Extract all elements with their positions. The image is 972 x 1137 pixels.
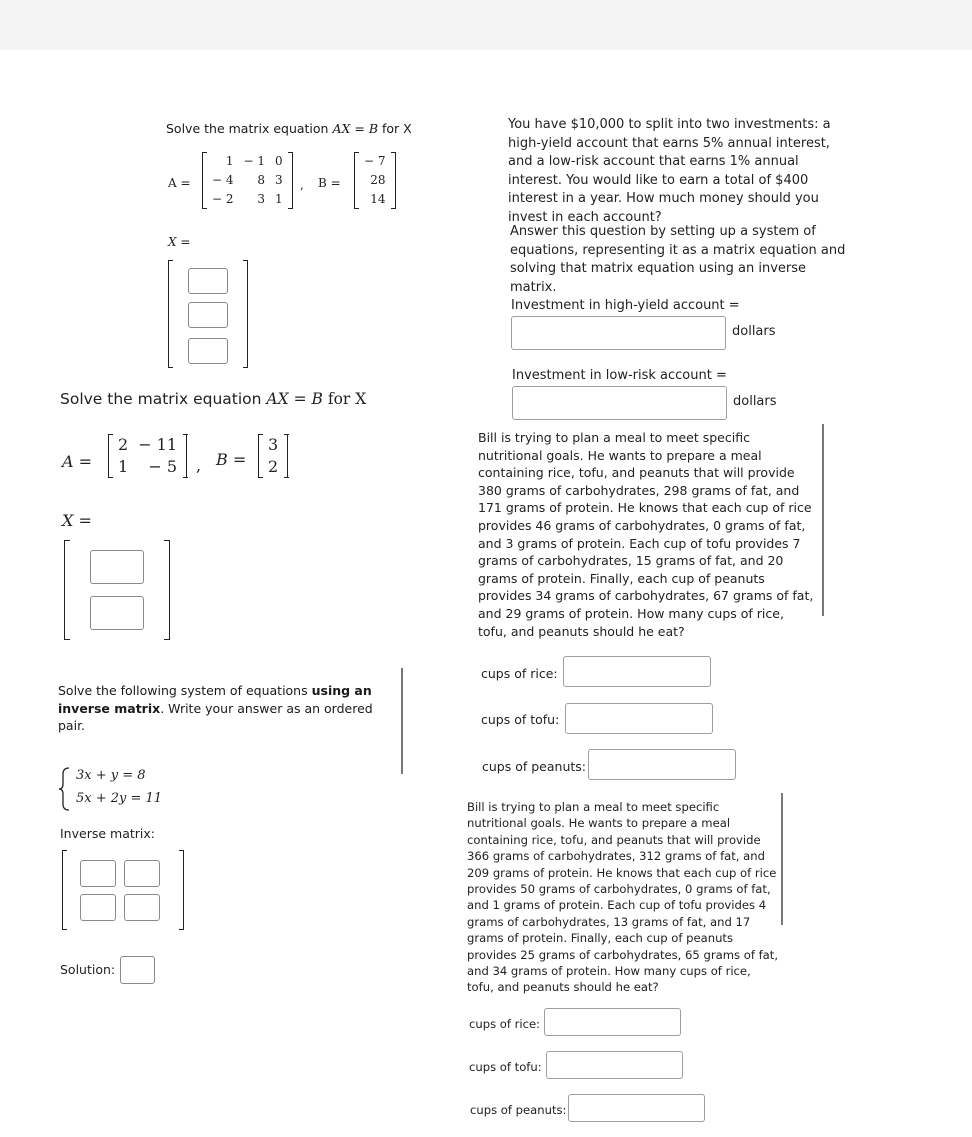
matrix-row <box>207 171 288 190</box>
rice-label: cups of rice: <box>469 1017 541 1031</box>
matrix-cell: 0 <box>275 154 283 168</box>
matrix-a <box>202 152 293 209</box>
left-bracket <box>64 540 70 640</box>
tofu-label: cups of tofu: <box>481 712 560 727</box>
prompt-text: Solve the matrix equation <box>60 390 262 408</box>
matrix-row <box>359 190 391 209</box>
peanuts-label: cups of peanuts: <box>482 759 586 774</box>
low-risk-input[interactable] <box>512 386 727 420</box>
rice-input[interactable] <box>563 656 711 687</box>
prompt-tail: . Write your answer as an ordered pair. <box>58 700 373 733</box>
divider-line <box>822 424 824 616</box>
peanuts-label: cups of peanuts: <box>470 1103 567 1117</box>
matrix-row <box>207 152 288 171</box>
problem-text: Bill is trying to plan a meal to meet specific nutritional goals. He wants to prepare a meal containing rice, tofu, and peanuts that will provide 380 grams of carbohydrates, 298 grams of fat, and 171 grams of protein. He knows that each cup of rice provides 46 grams of carbohydrates, 0 grams of fat, and 3 grams of protein. Each cup of tofu provides 7 grams of carbohydrates, 15 grams of fat, and 20 grams of protein. Finally, each cup of peanuts provides 34 grams of carbohydrates, 67 grams of fat, and 29 grams of protein. How many cups of rice, tofu, and peanuts should he eat? <box>478 430 814 639</box>
solution-input[interactable] <box>120 956 155 984</box>
prompt-tail: for X <box>327 390 367 408</box>
inverse-input-21[interactable] <box>80 894 116 921</box>
problem-text: You have $10,000 to split into two investments: a high-yield account that earns 5% annual interest, and a low-risk account that earns 1% annual interest. You would like to earn a total of $400 interest in a year. How much money should you invest in each account? <box>508 117 831 225</box>
inverse-input-22[interactable] <box>124 894 160 921</box>
matrix-cell: − 1 <box>243 154 266 168</box>
meal-problem-1 <box>470 424 830 784</box>
matrix-cell: 3 <box>268 435 279 454</box>
tofu-input[interactable] <box>565 703 713 734</box>
left-brace-icon <box>58 766 72 812</box>
left-bracket <box>168 260 173 368</box>
matrix-cell: 2 <box>118 435 129 454</box>
answer-matrix <box>64 540 170 640</box>
inverse-matrix-label: Inverse matrix: <box>60 826 155 841</box>
matrix-b-label: B = <box>318 176 341 190</box>
inverse-input-12[interactable] <box>124 860 160 887</box>
comma: , <box>196 456 202 475</box>
matrix-b-label: B = <box>216 450 247 469</box>
matrix-a-label: A = <box>168 176 191 190</box>
matrix-row <box>263 434 283 456</box>
answer-matrix <box>168 260 248 368</box>
inverse-input-11[interactable] <box>80 860 116 887</box>
matrix-cell: 1 <box>275 192 283 206</box>
answer-input-x1[interactable] <box>188 268 228 294</box>
right-bracket <box>179 850 184 930</box>
matrix-cell: 1 <box>118 457 129 476</box>
matrix-b <box>258 434 288 478</box>
answer-input-x1[interactable] <box>90 550 144 584</box>
matrix-cell: − 11 <box>138 435 178 454</box>
solution-label: Solution: <box>60 962 116 977</box>
low-risk-label: Investment in low-risk account = <box>512 368 727 383</box>
meal-problem-2 <box>460 796 790 1132</box>
divider-line <box>781 793 783 925</box>
x-label: X = <box>62 511 92 530</box>
x-label: X = <box>168 235 191 249</box>
problem-prompt <box>58 682 378 735</box>
rice-input[interactable] <box>544 1008 681 1036</box>
matrix-cell: 1 <box>225 154 234 168</box>
matrix-problem-3x3 <box>150 108 450 378</box>
equation-system <box>58 766 208 812</box>
matrix-cell: 14 <box>370 192 386 206</box>
equation: AX = B <box>266 390 323 408</box>
matrix-a <box>108 434 187 478</box>
high-yield-input[interactable] <box>511 316 726 350</box>
prompt-bold: using an inverse matrix <box>58 683 372 716</box>
answer-input-x3[interactable] <box>188 338 228 364</box>
right-bracket <box>164 540 170 640</box>
tofu-input[interactable] <box>546 1051 683 1079</box>
inverse-matrix-problem <box>40 668 410 998</box>
matrix-cell: − 2 <box>212 192 234 206</box>
equation: AX = B <box>332 121 379 136</box>
matrix-cell: − 4 <box>212 173 234 187</box>
matrix-cell: 28 <box>370 173 386 187</box>
matrix-row <box>207 190 288 209</box>
top-bar <box>0 0 972 50</box>
problem-prompt <box>60 390 366 408</box>
answer-input-x2[interactable] <box>188 302 228 328</box>
peanuts-input[interactable] <box>568 1094 705 1122</box>
problem-prompt <box>166 120 412 138</box>
low-risk-unit: dollars <box>733 394 777 409</box>
tofu-label: cups of tofu: <box>469 1060 542 1074</box>
left-bracket <box>62 850 67 930</box>
matrix-cell: 8 <box>257 173 266 187</box>
problem-text: Bill is trying to plan a meal to meet specific nutritional goals. He wants to prepare a meal containing rice, tofu, and peanuts that will provide 366 grams of carbohydrates, 312 grams of fat, and 209 grams of protein. He knows that each cup of rice provides 50 grams of carbohydrates, 0 grams of fat, and 1 grams of protein. Each cup of tofu provides 4 grams of carbohydrates, 13 grams of fat, and 17 grams of protein. Finally, each cup of peanuts provides 25 grams of carbohydrates, 65 grams of fat, and 34 grams of protein. How many cups of rice, tofu, and peanuts should he eat? <box>467 800 779 995</box>
matrix-problem-2x2 <box>38 378 458 658</box>
matrix-cell: − 7 <box>364 154 386 168</box>
matrix-row <box>263 456 283 478</box>
matrix-row <box>359 152 391 171</box>
matrix-cell: − 5 <box>148 457 178 476</box>
instructions-text: Answer this question by setting up a system of equations, representing it as a matrix equation and solving that matrix equation using an inverse matrix. <box>510 224 846 295</box>
prompt-text: Solve the following system of equations <box>58 683 312 698</box>
matrix-row <box>113 434 182 456</box>
rice-label: cups of rice: <box>481 666 558 681</box>
investment-problem <box>496 108 862 426</box>
prompt-text: Solve the matrix equation <box>166 121 329 136</box>
divider-line <box>401 668 403 774</box>
matrix-cell: 3 <box>257 192 266 206</box>
high-yield-unit: dollars <box>732 324 776 339</box>
inverse-matrix <box>62 850 184 930</box>
peanuts-input[interactable] <box>588 749 736 780</box>
prompt-tail: for X <box>382 121 412 136</box>
comma: , <box>300 178 304 192</box>
answer-input-x2[interactable] <box>90 596 144 630</box>
matrix-row <box>359 171 391 190</box>
matrix-a-label: A = <box>62 452 93 471</box>
equation-2: 5x + 2y = 11 <box>76 791 163 806</box>
high-yield-label: Investment in high-yield account = <box>511 298 740 313</box>
right-bracket <box>243 260 248 368</box>
matrix-cell: 3 <box>275 173 283 187</box>
matrix-cell: 2 <box>268 457 279 476</box>
equation-1: 3x + y = 8 <box>76 768 146 783</box>
matrix-b <box>354 152 396 209</box>
matrix-row <box>113 456 182 478</box>
